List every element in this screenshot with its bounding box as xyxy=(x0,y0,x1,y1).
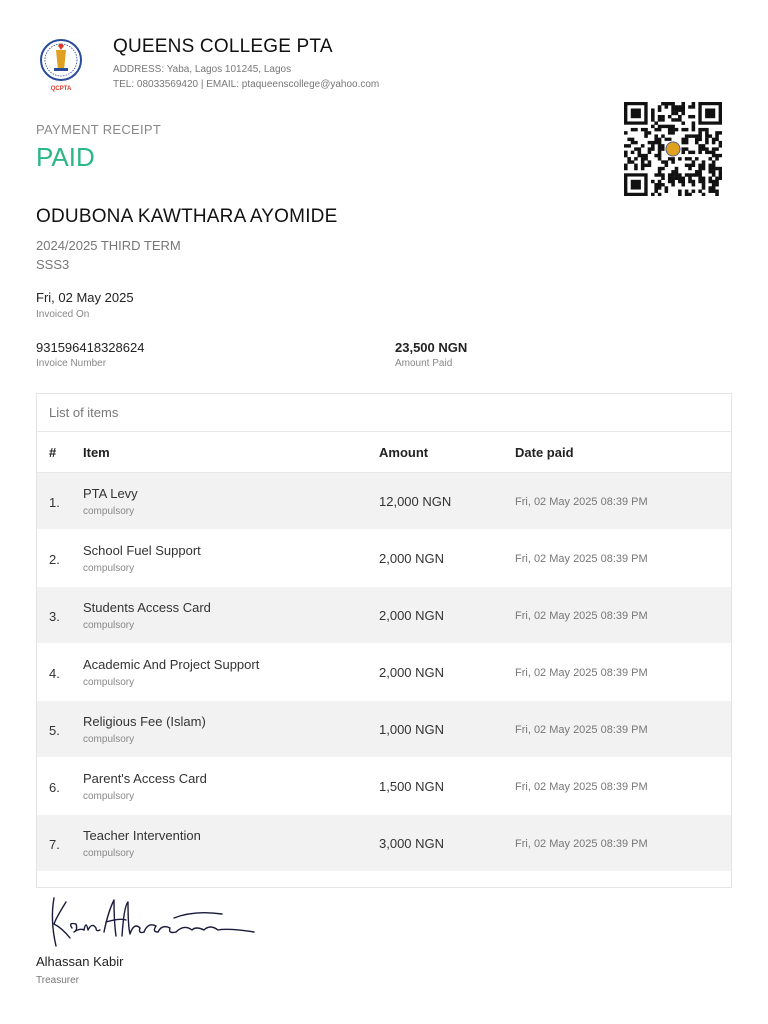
row-amount: 2,000 NGN xyxy=(379,665,445,680)
payment-status: PAID xyxy=(36,142,95,172)
row-date: Fri, 02 May 2025 08:39 PM xyxy=(515,781,648,793)
table-row xyxy=(37,758,731,815)
row-item: PTA Levy xyxy=(83,486,138,501)
academic-session: 2024/2025 THIRD TERM xyxy=(36,238,181,253)
row-type: compulsory xyxy=(83,506,135,517)
row-amount: 1,000 NGN xyxy=(379,722,445,737)
row-amount: 2,000 NGN xyxy=(379,608,445,623)
student-class: SSS3 xyxy=(36,257,70,272)
row-num: 2. xyxy=(49,552,60,567)
amount-paid: 23,500 NGN xyxy=(395,340,468,355)
table-row xyxy=(37,473,731,530)
logo-text: QCPTA xyxy=(50,86,72,92)
invoiced-label: Invoiced On xyxy=(36,309,90,320)
row-num: 6. xyxy=(49,780,60,795)
row-item: Students Access Card xyxy=(83,600,211,615)
items-table-title: List of items xyxy=(37,394,731,432)
row-type: compulsory xyxy=(83,563,135,574)
row-num: 7. xyxy=(49,837,60,852)
header-amount: Amount xyxy=(379,445,429,460)
school-header xyxy=(36,36,456,96)
school-contact: TEL: 08033569420 | EMAIL: ptaqueenscollege@yahoo.com xyxy=(113,79,380,90)
signatory-role: Treasurer xyxy=(36,975,79,986)
row-date: Fri, 02 May 2025 08:39 PM xyxy=(515,724,648,736)
row-item: School Fuel Support xyxy=(83,543,201,558)
row-num: 1. xyxy=(49,495,60,510)
row-amount: 12,000 NGN xyxy=(379,494,452,509)
items-table-header xyxy=(37,432,731,473)
invoice-number-label: Invoice Number xyxy=(36,358,107,369)
row-date: Fri, 02 May 2025 08:39 PM xyxy=(515,496,648,508)
row-type: compulsory xyxy=(83,848,135,859)
table-row xyxy=(37,701,731,758)
invoice-number: 931596418328624 xyxy=(36,340,145,355)
receipt-label: PAYMENT RECEIPT xyxy=(36,122,162,137)
items-table xyxy=(36,393,732,888)
row-type: compulsory xyxy=(83,791,135,802)
row-date: Fri, 02 May 2025 08:39 PM xyxy=(515,667,648,679)
school-crest-icon xyxy=(36,38,86,92)
header-date: Date paid xyxy=(515,445,574,460)
signatory-name: Alhassan Kabir xyxy=(36,954,124,969)
row-date: Fri, 02 May 2025 08:39 PM xyxy=(515,838,648,850)
row-item: Teacher Intervention xyxy=(83,828,201,843)
signature-image xyxy=(44,892,258,950)
row-type: compulsory xyxy=(83,734,135,745)
row-amount: 1,500 NGN xyxy=(379,779,445,794)
school-name: QUEENS COLLEGE PTA xyxy=(113,36,333,57)
student-name: ODUBONA KAWTHARA AYOMIDE xyxy=(36,206,338,227)
row-num: 4. xyxy=(49,666,60,681)
table-row xyxy=(37,530,731,587)
row-num: 5. xyxy=(49,723,60,738)
row-amount: 3,000 NGN xyxy=(379,836,445,851)
table-row xyxy=(37,587,731,644)
table-row xyxy=(37,815,731,872)
header-item: Item xyxy=(83,445,110,460)
row-amount: 2,000 NGN xyxy=(379,551,445,566)
invoiced-date: Fri, 02 May 2025 xyxy=(36,290,134,305)
row-item: Parent's Access Card xyxy=(83,771,207,786)
row-date: Fri, 02 May 2025 08:39 PM xyxy=(515,553,648,565)
row-item: Religious Fee (Islam) xyxy=(83,714,206,729)
qr-code-icon xyxy=(624,102,722,196)
header-num: # xyxy=(49,445,57,460)
row-type: compulsory xyxy=(83,677,135,688)
amount-paid-label: Amount Paid xyxy=(395,358,453,369)
school-address: ADDRESS: Yaba, Lagos 101245, Lagos xyxy=(113,64,292,75)
row-item: Academic And Project Support xyxy=(83,657,260,672)
row-type: compulsory xyxy=(83,620,135,631)
table-row xyxy=(37,644,731,701)
row-num: 3. xyxy=(49,609,60,624)
row-date: Fri, 02 May 2025 08:39 PM xyxy=(515,610,648,622)
